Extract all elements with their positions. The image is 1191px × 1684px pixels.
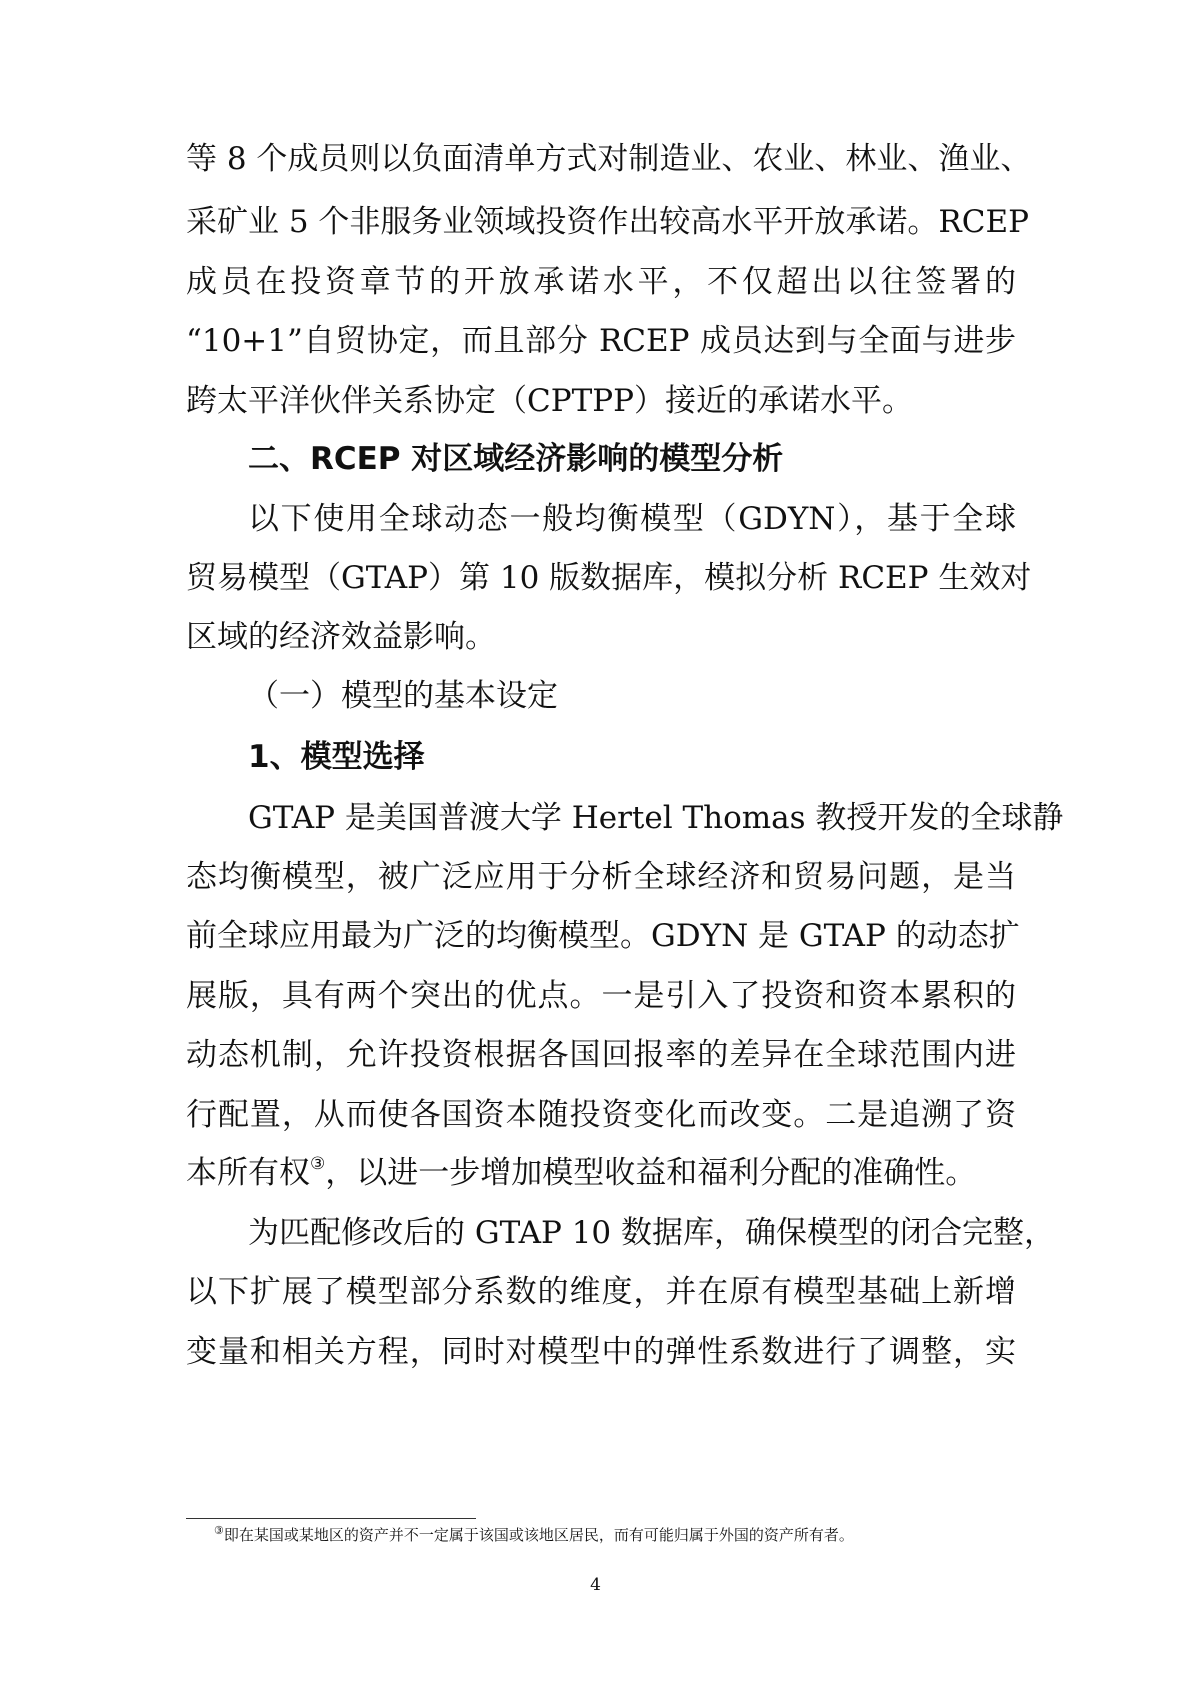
line-text: “10+1”自贸协定，而且部分 RCEP 成员达到与全面与进步 [186,323,1016,359]
line-text: 1、模型选择 [248,739,425,775]
body-line [186,376,1016,426]
body-line [186,134,1032,184]
line-text: 行配置，从而使各国资本随投资变化而改变。二是追溯了资 [186,1097,1016,1133]
body-line [186,1090,1016,1140]
body-line [186,911,1020,961]
line-text: 前全球应用最为广泛的均衡模型。GDYN 是 GTAP 的动态扩 [186,918,1020,954]
line-text: 等 8 个成员则以负面清单方式对制造业、农业、林业、渔业、 [186,141,1032,177]
body-line [186,316,1016,366]
section-heading [248,732,1078,782]
section-heading [248,671,1078,721]
line-text: 采矿业 5 个非服务业领域投资作出较高水平开放承诺。RCEP [186,204,1029,240]
line-text: （一）模型的基本设定 [248,678,558,714]
body-line [186,553,1032,603]
body-line [186,852,1016,902]
body-line [186,612,1016,662]
body-line [248,494,1016,544]
body-line [186,1148,1016,1198]
line-text: 展版，具有两个突出的优点。一是引入了投资和资本累积的 [186,978,1016,1014]
line-text: 以下使用全球动态一般均衡模型（GDYN），基于全球 [248,501,1016,537]
footnote-marker: ③ [214,1524,224,1537]
body-line [186,1327,1016,1377]
line-text: 以下扩展了模型部分系数的维度，并在原有模型基础上新增 [186,1274,1016,1310]
section-heading [248,434,1078,484]
line-text: GTAP 是美国普渡大学 Hertel Thomas 教授开发的全球静 [248,800,1064,836]
footnote [214,1524,1014,1546]
line-text: 态均衡模型，被广泛应用于分析全球经济和贸易问题，是当 [186,859,1016,895]
line-text: 变量和相关方程，同时对模型中的弹性系数进行了调整，实 [186,1334,1016,1370]
body-line [248,1208,1055,1258]
line-text: 成员在投资章节的开放承诺水平，不仅超出以往签署的 [186,264,1016,300]
line-text: 区域的经济效益影响。 [186,619,496,655]
line-text: 二、RCEP 对区域经济影响的模型分析 [248,441,784,477]
body-line [248,793,1064,843]
line-text: 贸易模型（GTAP）第 10 版数据库，模拟分析 RCEP 生效对 [186,560,1032,596]
page-number: 4 [590,1575,601,1595]
body-line [186,197,1029,247]
body-line [186,1267,1016,1317]
footnote-separator [186,1518,476,1519]
line-text: 本所有权 [186,1155,310,1191]
line-text: 跨太平洋伙伴关系协定（CPTPP）接近的承诺水平。 [186,383,913,419]
footnote-reference: ③ [310,1154,326,1174]
line-text: 为匹配修改后的 GTAP 10 数据库，确保模型的闭合完整， [248,1215,1055,1251]
body-line [186,971,1016,1021]
body-line [186,1030,1016,1080]
line-text: 动态机制，允许投资根据各国回报率的差异在全球范围内进 [186,1037,1016,1073]
footnote-text: 即在某国或某地区的资产并不一定属于该国或该地区居民，而有可能归属于外国的资产所有者。 [223,1526,854,1544]
body-line [186,257,1016,307]
line-text-continued: ，以进一步增加模型收益和福利分配的准确性。 [325,1155,977,1191]
